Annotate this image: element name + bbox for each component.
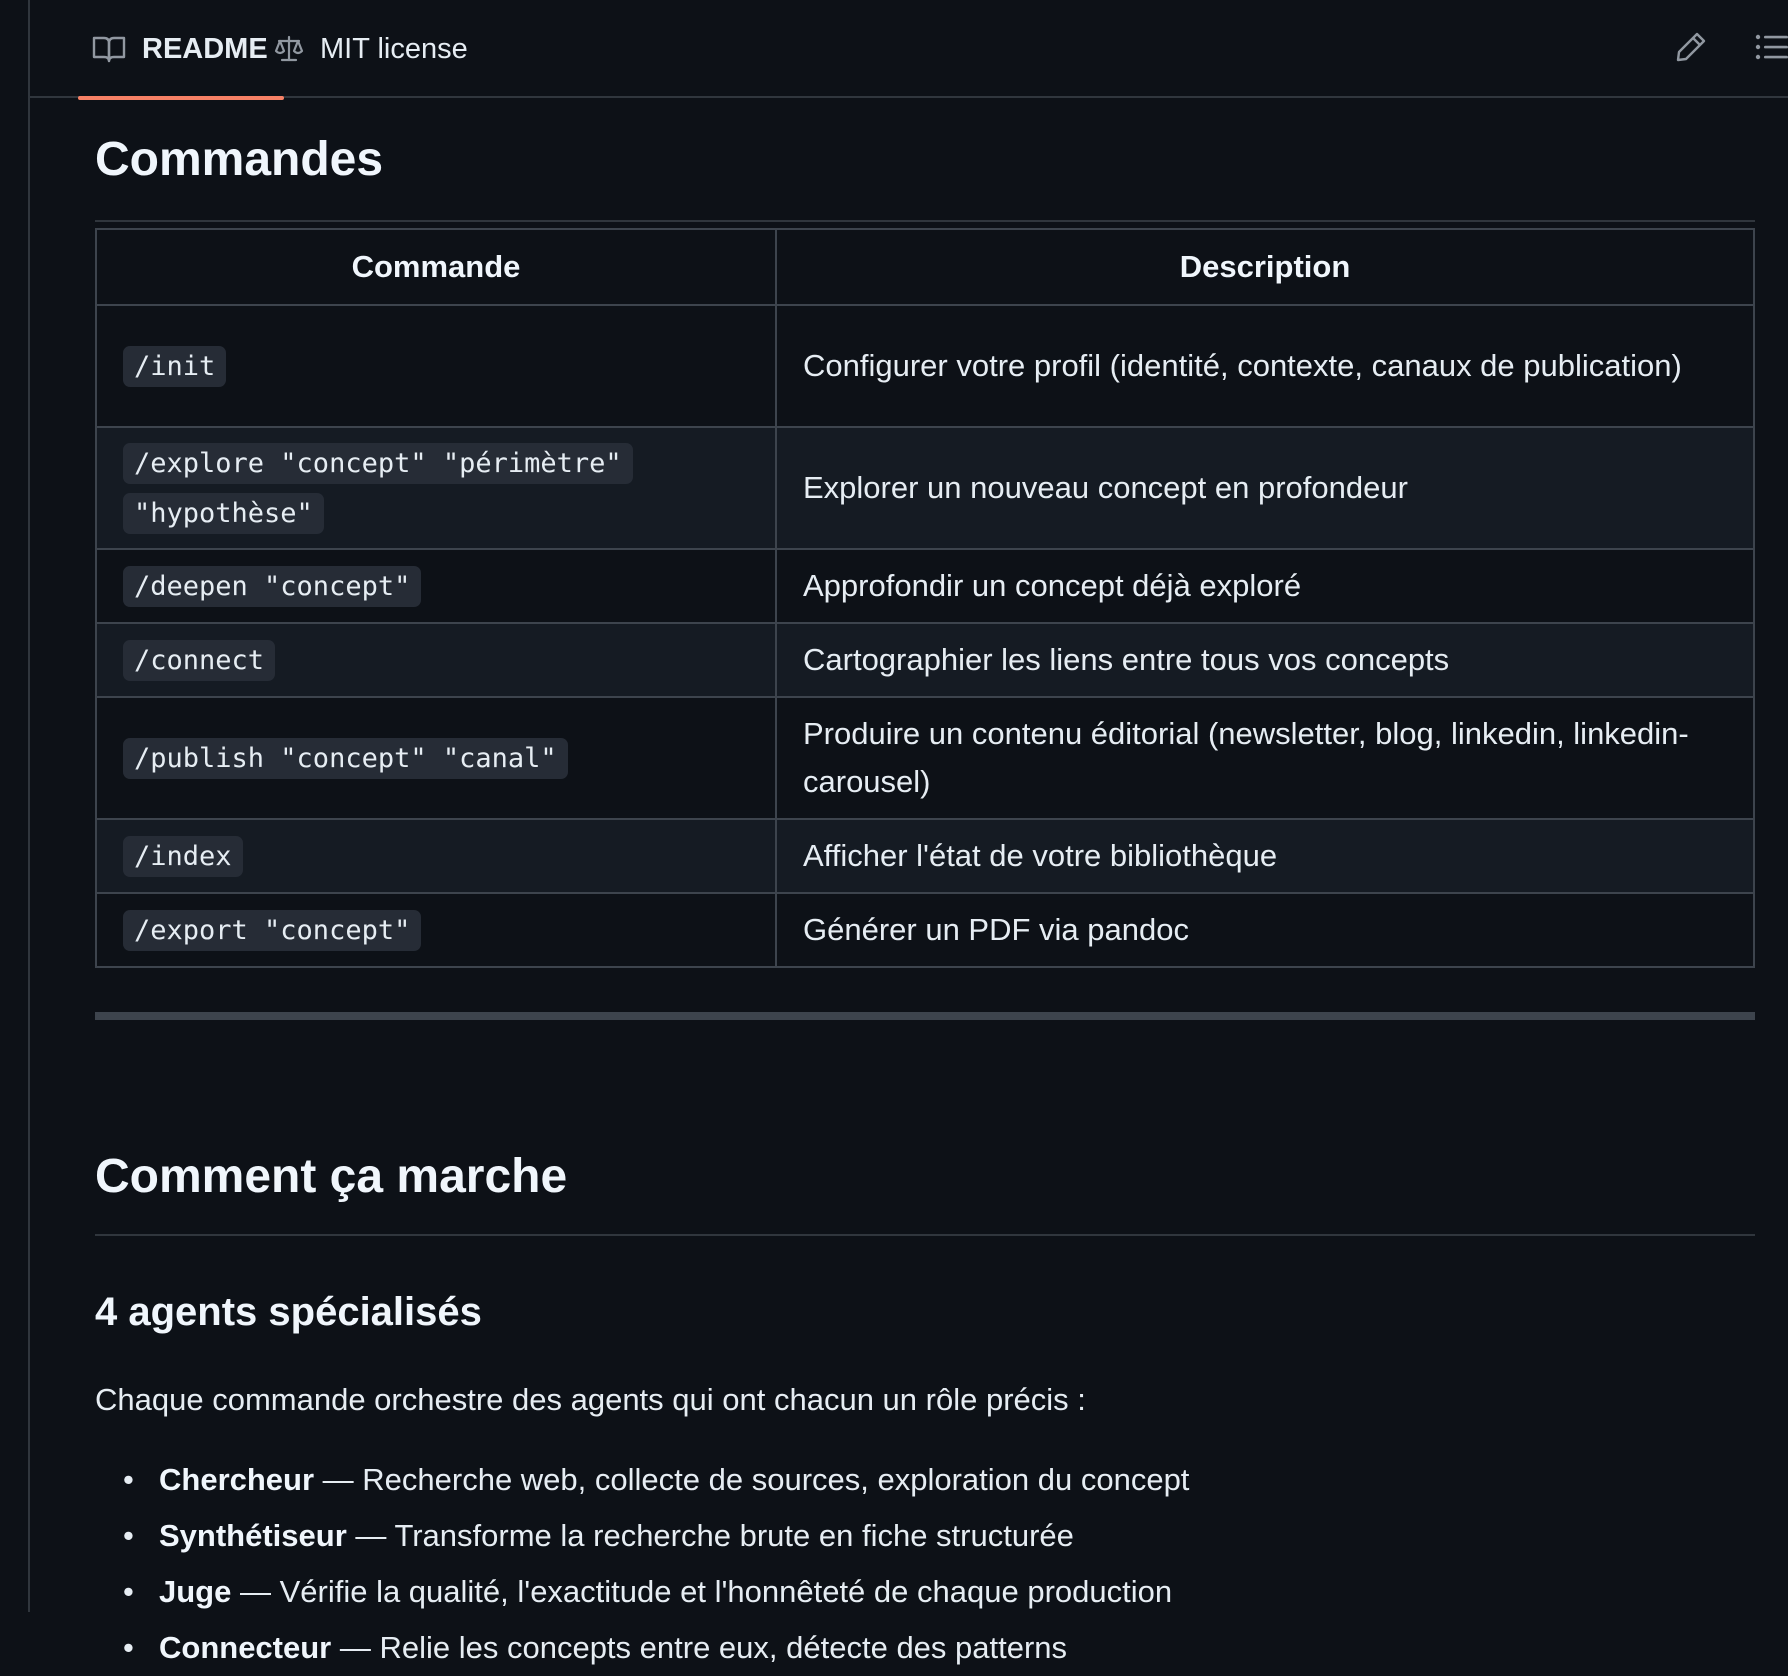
- law-icon: [274, 34, 304, 64]
- command-cell: [96, 697, 776, 819]
- table-row: [96, 305, 1754, 427]
- command-cell: [96, 623, 776, 697]
- command-code: /index: [123, 836, 243, 877]
- description-cell: Générer un PDF via pandoc: [776, 893, 1754, 967]
- edit-button[interactable]: [1674, 30, 1708, 69]
- list-item: [159, 1620, 1189, 1676]
- table-row: [96, 819, 1754, 893]
- description-cell: Afficher l'état de votre bibliothèque: [776, 819, 1754, 893]
- table-row: [96, 697, 1754, 819]
- command-code: /explore "concept" "périmètre" "hypothèse": [123, 443, 633, 534]
- description-cell: Cartographier les liens entre tous vos concepts: [776, 623, 1754, 697]
- table-row: [96, 549, 1754, 623]
- list-unordered-icon: [1754, 30, 1788, 69]
- table-row: [96, 893, 1754, 967]
- command-cell: [96, 819, 776, 893]
- command-cell: [96, 893, 776, 967]
- command-code: /export "concept": [123, 910, 421, 951]
- book-icon: [92, 34, 126, 64]
- agent-name: Synthétiseur: [159, 1518, 347, 1553]
- tab-readme-label: README: [142, 32, 268, 65]
- command-cell: [96, 427, 776, 549]
- command-code: /publish "concept" "canal": [123, 738, 568, 779]
- description-cell: Explorer un nouveau concept en profondeur: [776, 427, 1754, 549]
- commands-table: [95, 228, 1755, 968]
- command-code: /init: [123, 346, 226, 387]
- description-cell: Produire un contenu éditorial (newsletter, blog, linkedin, linkedin-carousel): [776, 697, 1754, 819]
- agent-description: — Transforme la recherche brute en fiche structurée: [346, 1518, 1074, 1553]
- readme-tab-bar: [30, 0, 1788, 98]
- agent-description: — Relie les concepts entre eux, détecte des patterns: [331, 1630, 1068, 1665]
- command-cell: [96, 549, 776, 623]
- description-cell: Configurer votre profil (identité, contexte, canaux de publication): [776, 305, 1754, 427]
- agent-description: — Recherche web, collecte de sources, exploration du concept: [314, 1462, 1190, 1497]
- tab-license-label: MIT license: [320, 32, 468, 65]
- command-code: /connect: [123, 640, 275, 681]
- list-item: [159, 1452, 1189, 1508]
- pencil-icon: [1674, 30, 1708, 69]
- command-code: /deepen "concept": [123, 566, 421, 607]
- agent-name: Connecteur: [159, 1630, 332, 1665]
- description-cell: Approfondir un concept déjà exploré: [776, 549, 1754, 623]
- table-row: [96, 427, 1754, 549]
- agents-list: [95, 1452, 1189, 1676]
- agent-description: — Vérifie la qualité, l'exactitude et l'honnêteté de chaque production: [231, 1574, 1173, 1609]
- tab-license[interactable]: [274, 0, 468, 98]
- command-cell: [96, 305, 776, 427]
- list-item: [159, 1508, 1189, 1564]
- table-row: [96, 623, 1754, 697]
- table-header-row: [96, 229, 1754, 305]
- commandes-heading: Commandes: [95, 124, 1755, 222]
- left-rail: [0, 0, 30, 1612]
- horizontal-rule: [95, 1012, 1755, 1020]
- comment-ca-marche-heading: Comment ça marche: [95, 1142, 1755, 1236]
- agent-name: Juge: [159, 1574, 232, 1609]
- tab-readme[interactable]: [62, 0, 284, 98]
- outline-button[interactable]: [1754, 30, 1788, 69]
- agent-name: Chercheur: [159, 1462, 315, 1497]
- column-header-command: Commande: [96, 229, 776, 305]
- agents-intro: Chaque commande orchestre des agents qui ont chacun un rôle précis :: [95, 1382, 1086, 1417]
- column-header-description: Description: [776, 229, 1754, 305]
- agents-subheading: 4 agents spécialisés: [95, 1290, 482, 1334]
